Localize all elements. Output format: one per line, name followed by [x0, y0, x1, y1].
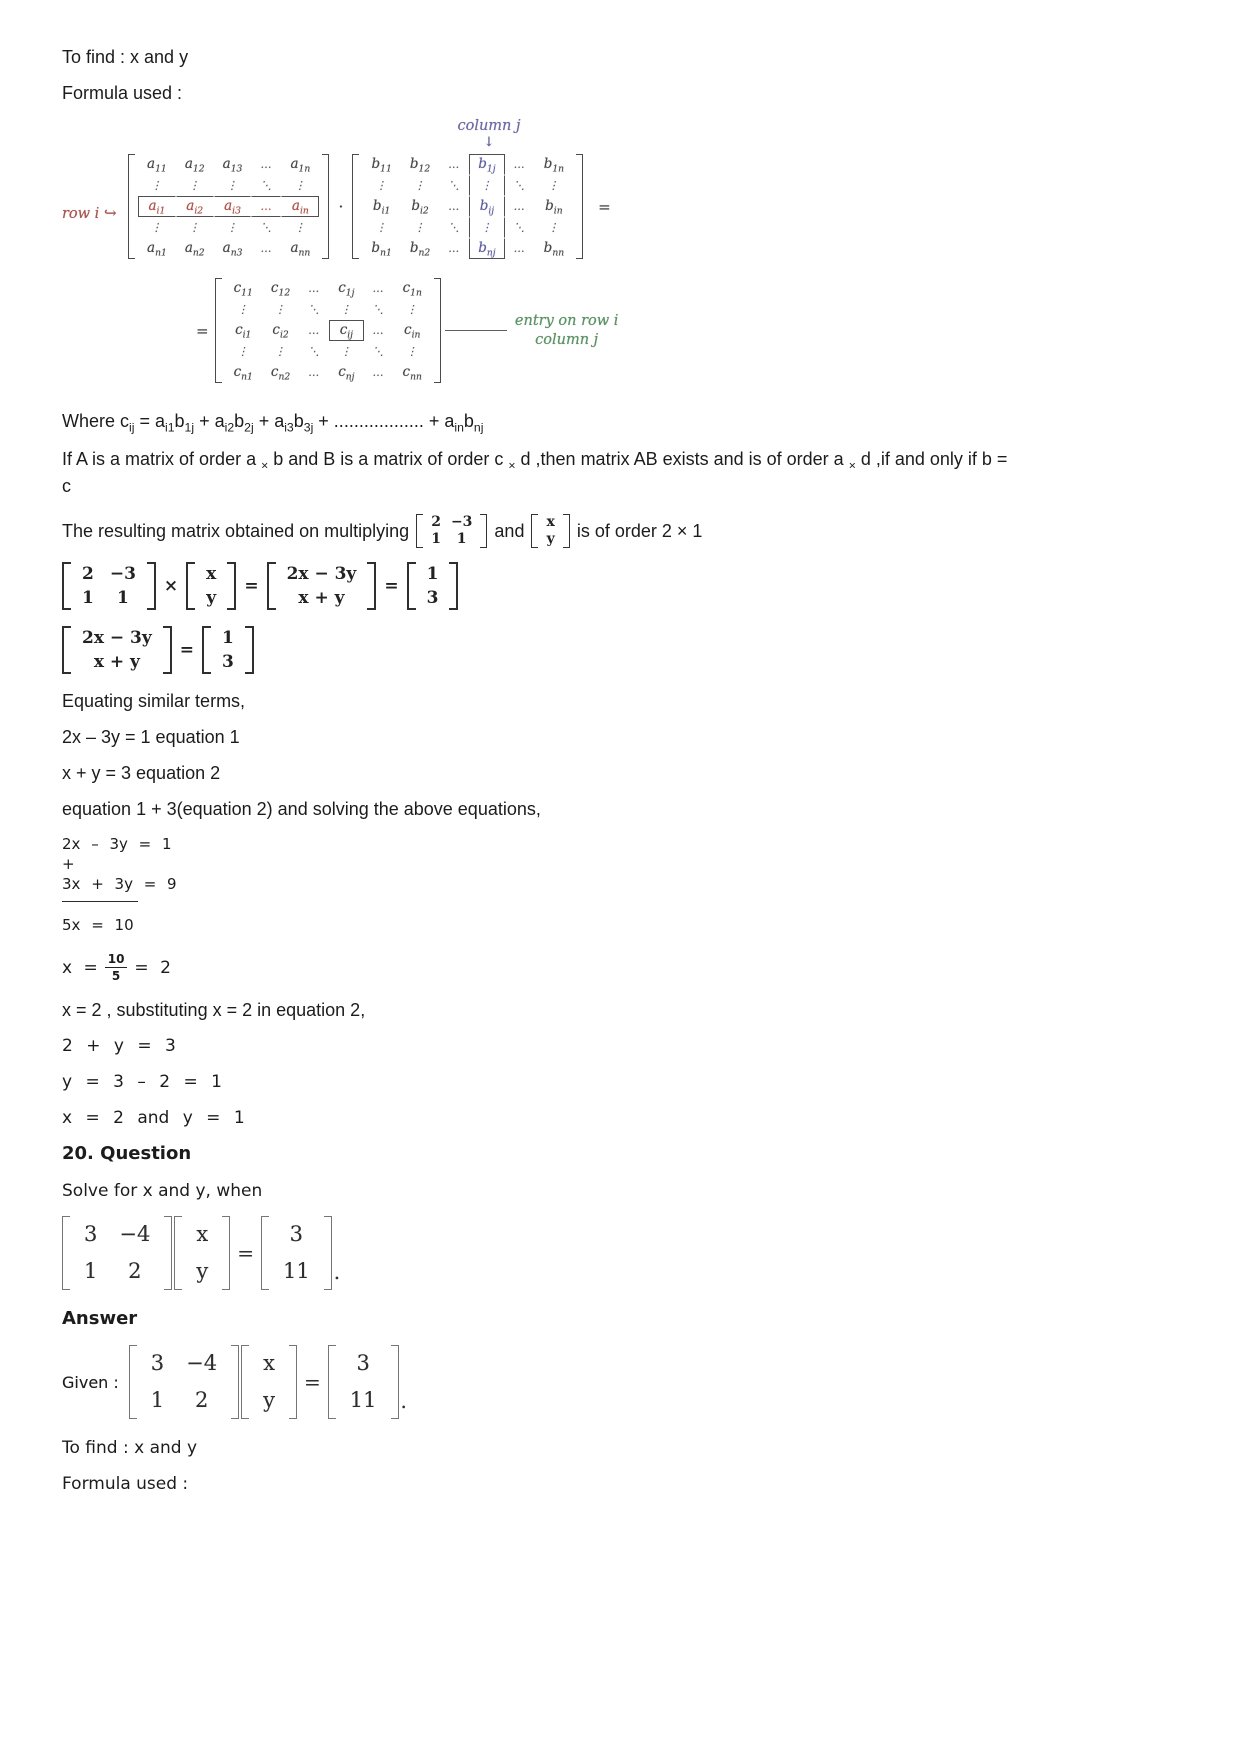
- matrix-cell: ⋱: [308, 303, 321, 316]
- left-bracket: [62, 1216, 70, 1290]
- left-bracket: [241, 1345, 249, 1419]
- matrix-cell: $b_{1n}$: [543, 156, 565, 175]
- solution-document: [62, 46, 1192, 1495]
- coefficient-matrix-small: [416, 514, 487, 548]
- fraction: [105, 952, 128, 983]
- matrix-cell: y: [546, 531, 555, 547]
- matrix-grid: [339, 1345, 388, 1419]
- matrix-cell: 3: [150, 1351, 165, 1375]
- matrix-cell: …: [513, 200, 526, 213]
- cij-formula: Where $c_{ij} = a_{i1}b_{1j} + a_{i2}b_{2j} + a_{i3}b_{3j}$ + .................. + $a_{in}b_{nj}$: [62, 411, 484, 435]
- matrix-cell: 2: [128, 1259, 142, 1283]
- matrix-cell: ⋮: [340, 345, 353, 358]
- matrix-cell: ⋱: [513, 221, 526, 234]
- x-result: = 2: [134, 957, 171, 978]
- right-bracket: [480, 514, 487, 548]
- matrix-cell: ⋮: [340, 303, 353, 316]
- matrix-cell: y: [206, 588, 217, 608]
- matrix-cell: ⋮: [375, 179, 388, 192]
- right-bracket: [147, 562, 156, 610]
- matrix-a: [128, 154, 329, 259]
- matrix-cell: 3: [289, 1222, 304, 1246]
- equation-2-text: x + y = 3 equation 2: [62, 763, 221, 783]
- equals-sign: =: [384, 576, 399, 596]
- left-bracket: [352, 154, 359, 259]
- variable-matrix: [174, 1216, 230, 1290]
- matrix-cell: 3: [84, 1222, 98, 1246]
- multiply-statement: [62, 514, 1192, 548]
- left-bracket: [261, 1216, 269, 1290]
- constant-matrix: [261, 1216, 332, 1290]
- matrix-cell: ⋱: [260, 221, 273, 234]
- matrix-cell: 1: [84, 1259, 98, 1283]
- matrix-grid: [214, 626, 242, 674]
- matrix-c-grid: [225, 278, 431, 383]
- period: .: [333, 1260, 341, 1284]
- sum-text: 5x = 10: [62, 916, 134, 934]
- matrix-cell: …: [260, 158, 273, 171]
- matrix-cell: x + y: [93, 652, 140, 672]
- matrix-cell: $c_{11}$: [233, 280, 253, 299]
- matrix-b-grid: [362, 154, 573, 259]
- variable-matrix: [241, 1345, 297, 1419]
- matrix-cell: y: [196, 1259, 209, 1283]
- right-bracket: [576, 154, 583, 259]
- multiply-conjunction: and: [494, 520, 525, 541]
- matrix-cell: $b_{n2}$: [409, 240, 431, 259]
- matrix-cell: ⋮: [150, 221, 163, 234]
- matrix-cell: …: [308, 324, 321, 337]
- matrix-cell: ⋮: [375, 221, 388, 234]
- equating-text: Equating similar terms,: [62, 691, 246, 711]
- matrix-grid: [140, 1345, 228, 1419]
- matrix-cell: …: [448, 158, 461, 171]
- matrix-cell: $c_{1n}$: [402, 280, 422, 299]
- matrix-cell: …: [513, 242, 526, 255]
- matrix-cell: 1: [456, 531, 467, 547]
- matrix-cell: 1: [426, 564, 439, 584]
- matrix-cell: $b_{11}$: [371, 156, 392, 175]
- coefficient-matrix: [62, 562, 156, 610]
- product-expression: [128, 154, 617, 259]
- matrix-cell: $b_{nj}$: [469, 238, 504, 259]
- multiply-suffix: is of order 2 × 1: [576, 520, 703, 541]
- matrix-cell: $b_{n1}$: [371, 240, 392, 259]
- conclusion-text: x = 2 and y = 1: [62, 1108, 245, 1128]
- right-bracket: [449, 562, 458, 610]
- row-i-text: row i: [62, 206, 100, 222]
- matrix-cell: $a_{13}$: [222, 156, 243, 175]
- matrix-cell: 2: [194, 1388, 209, 1412]
- x-value-line: [62, 952, 1192, 983]
- left-bracket: [62, 626, 71, 674]
- result-expression: [190, 278, 618, 383]
- matrix-grid: [74, 562, 144, 610]
- matrix-cell: 1: [82, 588, 94, 608]
- matrix-cell: $a_{i2}$: [176, 196, 214, 217]
- addend-2: 3x + 3y = 9: [62, 875, 177, 893]
- right-bracket: [322, 154, 329, 259]
- matrix-cell: $b_{ij}$: [469, 196, 504, 217]
- matrix-cell: $b_{i2}$: [411, 198, 429, 217]
- matrix-cell: 2x − 3y: [82, 628, 152, 648]
- matrix-cell: $c_{i1}$: [235, 322, 252, 341]
- entry-on-row-label: [515, 312, 618, 350]
- matrix-cell: ⋮: [274, 345, 287, 358]
- denominator: 5: [111, 969, 121, 983]
- matrix-cell: $a_{nn}$: [290, 240, 311, 259]
- matrix-cell: …: [372, 282, 385, 295]
- matrix-cell: y: [263, 1388, 275, 1412]
- entry-label-line1: entry on row i: [514, 312, 619, 329]
- coefficient-matrix: [62, 1216, 172, 1290]
- right-bracket: [227, 562, 236, 610]
- matrix-cell: ⋱: [448, 179, 461, 192]
- equals-sign: =: [237, 1241, 254, 1265]
- formula-used-text: Formula used :: [62, 83, 183, 103]
- matrix-cell: ⋮: [294, 221, 307, 234]
- entry-label-line2: column j: [535, 331, 599, 348]
- matrix-cell: $a_{11}$: [147, 156, 167, 175]
- equals-sign: =: [179, 640, 195, 660]
- left-bracket: [407, 562, 416, 610]
- matrix-cell: ⋮: [237, 345, 250, 358]
- matrix-cell: ⋱: [372, 345, 385, 358]
- left-bracket: [531, 514, 538, 548]
- matrix-grid: [279, 562, 365, 610]
- matrix-cell: −3: [109, 564, 136, 584]
- left-bracket: [129, 1345, 137, 1419]
- matrix-cell: x: [206, 564, 217, 584]
- times-sign: ×: [163, 576, 179, 596]
- right-bracket: [563, 514, 570, 548]
- matrix-cell: ⋮: [274, 303, 287, 316]
- matrix-cell: ⋮: [406, 303, 419, 316]
- plus-sign: +: [62, 855, 75, 873]
- pointer-line: [445, 330, 507, 331]
- constant-matrix: [328, 1345, 399, 1419]
- matrix-grid: [541, 514, 559, 548]
- to-find-text: To find : x and y: [62, 47, 189, 67]
- matrix-cell: x: [196, 1222, 209, 1246]
- equals-sign: =: [304, 1370, 321, 1394]
- left-bracket: [215, 278, 222, 383]
- matrix-cell: …: [448, 200, 461, 213]
- matrix-cell: 2: [82, 564, 94, 584]
- given-equation: [62, 1345, 1192, 1419]
- matrix-cell: 3: [356, 1351, 370, 1375]
- matrix-cell: $b_{nn}$: [543, 240, 565, 259]
- numerator: 10: [105, 952, 128, 968]
- question-matrix-equation: [62, 1216, 1192, 1290]
- matrix-cell: ⋮: [226, 179, 239, 192]
- order-rule-line1: If A is a matrix of order a $_\times$ b and B is a matrix of order c $_\times$ d ,then matrix AB exists and is of order a $_\times$ d ,if and only if b =: [62, 449, 1008, 473]
- question-20-heading: 20. Question: [62, 1143, 192, 1164]
- matrix-cell: $c_{in}$: [404, 322, 421, 341]
- addition-rule-line: [62, 897, 138, 902]
- matrix-cell: …: [448, 242, 461, 255]
- matrix-grid: [73, 1216, 161, 1290]
- matrix-cell: ⋮: [547, 221, 560, 234]
- column-j-label: column j: [457, 118, 521, 134]
- matrix-cell: 2x − 3y: [286, 564, 357, 584]
- matrix-cell: 3: [426, 588, 439, 608]
- y-equation-text: 2 + y = 3: [62, 1036, 176, 1056]
- given-label: Given :: [62, 1372, 119, 1392]
- right-bracket: [164, 1216, 172, 1290]
- left-bracket: [174, 1216, 182, 1290]
- down-arrow-icon: ↓: [483, 135, 495, 150]
- matrix-cell: $a_{n2}$: [184, 240, 205, 259]
- matrix-cell: $c_{1j}$: [338, 280, 355, 299]
- matrix-cell: $c_{n1}$: [233, 364, 253, 383]
- to-find-text-2: To find : x and y: [62, 1438, 198, 1458]
- matrix-cell: …: [372, 366, 385, 379]
- left-bracket: [328, 1345, 336, 1419]
- matrix-cell: $c_{n2}$: [270, 364, 291, 383]
- hook-arrow-icon: ↪: [103, 204, 116, 222]
- matrix-c: [215, 278, 441, 383]
- matrix-cell: ⋱: [308, 345, 321, 358]
- elimination-step: [62, 834, 1192, 902]
- matrix-cell: ⋮: [188, 179, 201, 192]
- equation-1-text: 2x – 3y = 1 equation 1: [62, 727, 240, 747]
- matrix-cell: ⋮: [294, 179, 307, 192]
- matrix-cell: …: [308, 366, 321, 379]
- matrix-cell: x: [546, 514, 555, 530]
- matrix-cell: $c_{ij}$: [329, 320, 363, 341]
- matrix-cell: −4: [186, 1351, 218, 1375]
- left-bracket: [202, 626, 211, 674]
- matrix-cell: 11: [349, 1388, 377, 1412]
- matrix-cell: $a_{i3}$: [214, 196, 252, 217]
- substitution-text: x = 2 , substituting x = 2 in equation 2,: [62, 1000, 366, 1020]
- x-equals: x =: [62, 957, 98, 978]
- left-bracket: [267, 562, 276, 610]
- matrix-grid: [419, 562, 447, 610]
- matrix-cell: ⋱: [260, 179, 273, 192]
- matrix-cell: x + y: [298, 588, 345, 608]
- matrix-equation-1: [62, 562, 1192, 610]
- expression-matrix: [267, 562, 377, 610]
- addend-1: 2x – 3y = 1: [62, 835, 172, 853]
- matrix-cell: $a_{n1}$: [147, 240, 167, 259]
- matrix-cell: 1: [431, 531, 441, 547]
- constant-matrix: [202, 626, 254, 674]
- matrix-cell: −3: [450, 514, 473, 530]
- right-bracket: [434, 278, 441, 383]
- constant-matrix: [407, 562, 459, 610]
- matrix-cell: …: [372, 324, 385, 337]
- order-rule-paragraph: [62, 446, 1192, 500]
- matrix-cell: ⋮: [414, 221, 427, 234]
- y-value-text: y = 3 – 2 = 1: [62, 1072, 222, 1092]
- formula-used-text-2: Formula used :: [62, 1474, 189, 1494]
- matrix-cell: …: [308, 282, 321, 295]
- matrix-cell: $a_{n3}$: [222, 240, 243, 259]
- right-bracket: [163, 626, 172, 674]
- matrix-cell: ⋱: [513, 179, 526, 192]
- equals-sign: =: [244, 576, 259, 596]
- matrix-grid: [252, 1345, 286, 1419]
- matrix-cell: 1: [116, 588, 129, 608]
- left-bracket: [186, 562, 195, 610]
- matrix-cell: $a_{i1}$: [138, 196, 176, 217]
- matrix-grid: [198, 562, 224, 610]
- multiply-prefix: The resulting matrix obtained on multiplying: [62, 520, 410, 541]
- right-bracket: [324, 1216, 332, 1290]
- equals-sign: =: [598, 197, 611, 216]
- matrix-cell: ⋱: [448, 221, 461, 234]
- matrix-cell: 1: [150, 1388, 165, 1412]
- matrix-cell: ⋮: [406, 345, 419, 358]
- matrix-cell: −4: [119, 1222, 151, 1246]
- coefficient-matrix: [129, 1345, 239, 1419]
- row-i-label: [62, 204, 116, 222]
- matrix-cell: ⋮: [469, 217, 504, 238]
- right-bracket: [231, 1345, 239, 1419]
- matrix-cell: …: [513, 158, 526, 171]
- right-bracket: [367, 562, 376, 610]
- matrix-cell: $b_{in}$: [545, 198, 563, 217]
- matrix-cell: ⋱: [372, 303, 385, 316]
- matrix-cell: ⋮: [469, 175, 504, 196]
- right-bracket: [245, 626, 254, 674]
- question-20-prompt: Solve for x and y, when: [62, 1181, 263, 1201]
- order-rule-line2: c: [62, 476, 71, 496]
- matrix-cell: $c_{i2}$: [272, 322, 289, 341]
- variable-matrix-small: [531, 514, 569, 548]
- matrix-cell: …: [251, 196, 281, 217]
- matrix-cell: $b_{1j}$: [469, 154, 504, 175]
- matrix-cell: 11: [282, 1259, 310, 1283]
- matrix-equation-2: [62, 626, 1192, 674]
- matrix-cell: $c_{12}$: [270, 280, 291, 299]
- left-bracket: [62, 562, 71, 610]
- matrix-b: [352, 154, 583, 259]
- answer-heading: Answer: [62, 1308, 138, 1329]
- matrix-cell: 2: [431, 514, 441, 530]
- matrix-cell: $a_{1n}$: [290, 156, 311, 175]
- matrix-cell: $b_{12}$: [409, 156, 431, 175]
- matrix-cell: 3: [222, 652, 234, 672]
- combine-text: equation 1 + 3(equation 2) and solving the above equations,: [62, 799, 541, 819]
- right-bracket: [391, 1345, 399, 1419]
- period: .: [400, 1389, 407, 1413]
- matrix-cell: $c_{nn}$: [402, 364, 422, 383]
- left-bracket: [416, 514, 423, 548]
- right-bracket: [289, 1345, 297, 1419]
- matrix-cell: 1: [222, 628, 234, 648]
- matrix-cell: ⋮: [547, 179, 560, 192]
- matrix-cell: $b_{i1}$: [372, 198, 391, 217]
- matrix-grid: [185, 1216, 219, 1290]
- left-bracket: [128, 154, 135, 259]
- matrix-cell: ⋮: [237, 303, 250, 316]
- matrix-cell: ⋮: [188, 221, 201, 234]
- matrix-a-grid: [138, 154, 319, 259]
- multiplication-dot: ·: [338, 197, 344, 216]
- right-bracket: [222, 1216, 230, 1290]
- expression-matrix: [62, 626, 172, 674]
- matrix-cell: ⋮: [414, 179, 427, 192]
- matrix-cell: $a_{12}$: [184, 156, 205, 175]
- matrix-grid: [426, 514, 477, 548]
- matrix-cell: ⋮: [150, 179, 163, 192]
- variable-matrix: [186, 562, 236, 610]
- matrix-cell: $a_{in}$: [281, 196, 319, 217]
- matrix-cell: ⋮: [226, 221, 239, 234]
- matrix-cell: $c_{nj}$: [338, 364, 355, 383]
- matrix-cell: x: [263, 1351, 275, 1375]
- matrix-grid: [272, 1216, 321, 1290]
- equals-sign: =: [196, 321, 209, 340]
- matrix-grid: [74, 626, 160, 674]
- matrix-cell: …: [260, 242, 273, 255]
- matrix-multiplication-diagram: [62, 118, 742, 394]
